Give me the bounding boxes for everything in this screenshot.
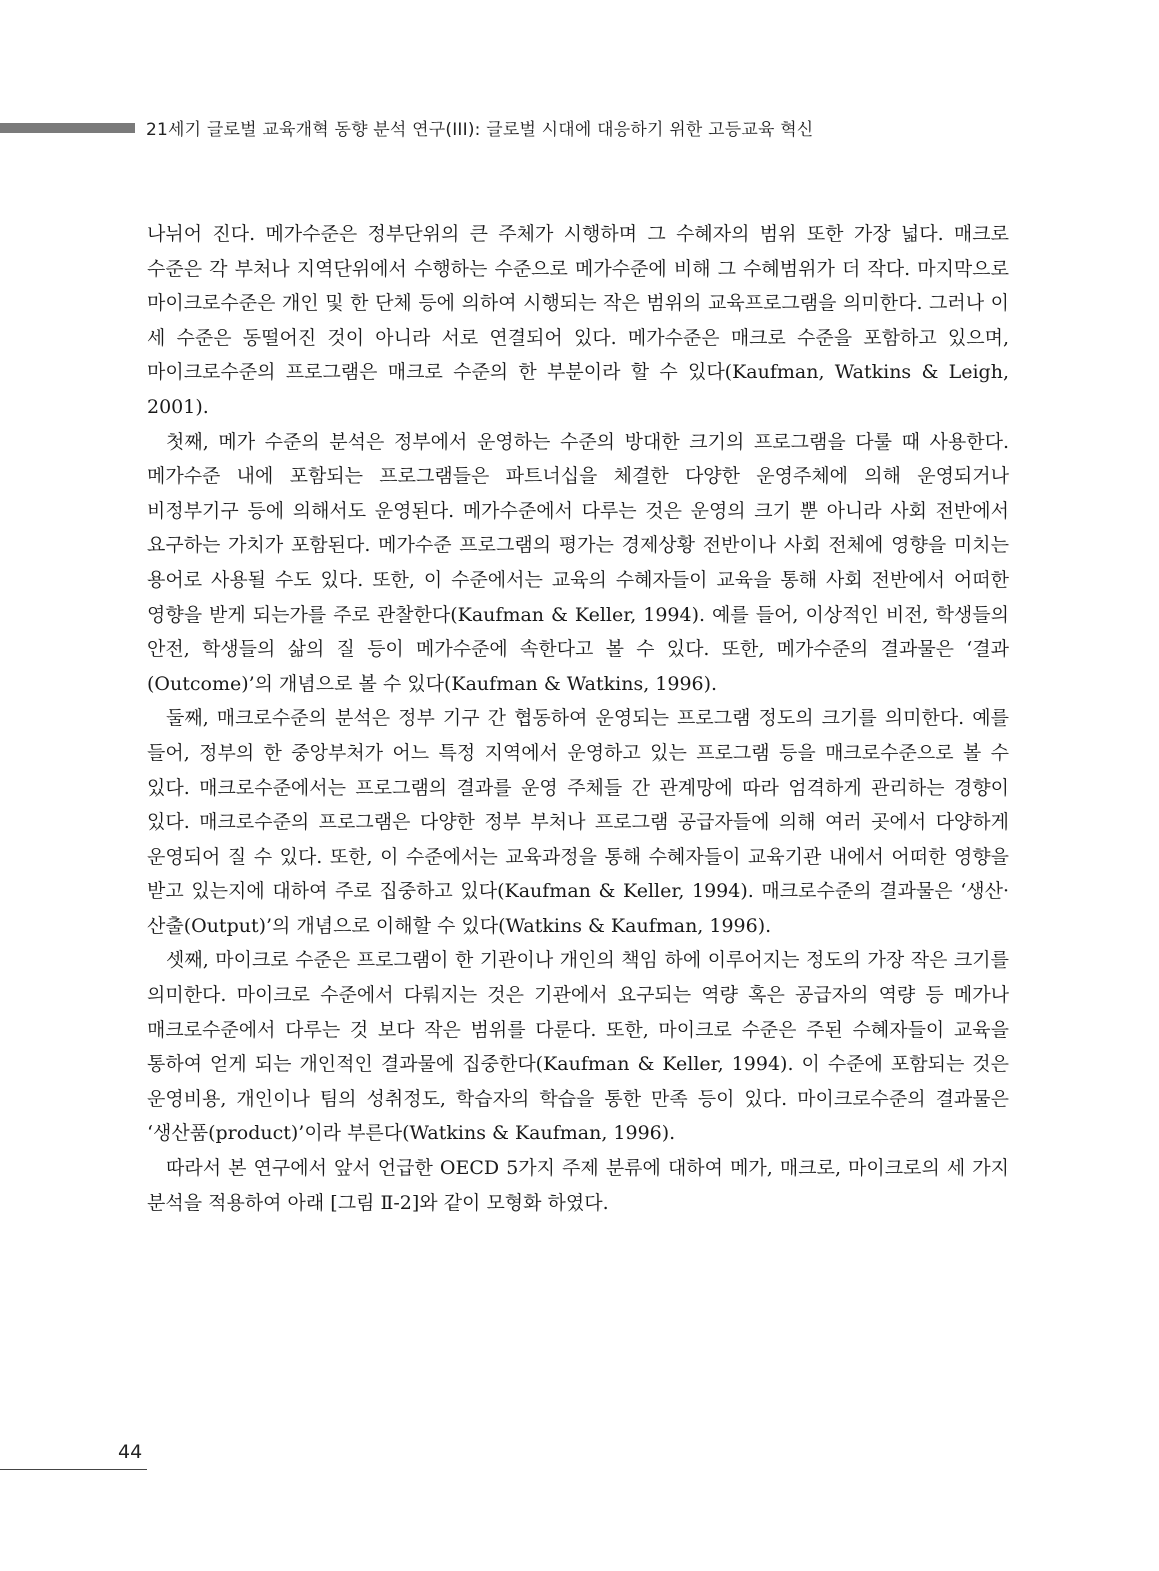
- running-header-title: 21세기 글로벌 교육개혁 동향 분석 연구(III): 글로벌 시대에 대응하기 위한 고등교육 혁신: [146, 120, 814, 140]
- header-accent-bar: [0, 123, 135, 133]
- paragraph-mega-level: 첫째, 메가 수준의 분석은 정부에서 운영하는 수준의 방대한 크기의 프로그램을 다룰 때 사용한다. 메가수준 내에 포함되는 프로그램들은 파트너십을 체결한 다양한 운영주체에 의해 운영되거나 비정부기구 등에 의해서도 운영된다. 메가수준에서 다루는 것은 운영의 크기 뿐 아니라 사회 전반에서 요구하는 가치가 포함된다. 메가수준 프로그램의 평가는 경제상황 전반이나 사회 전체에 영향을 미치는 용어로 사용될 수도 있다. 또한, 이 수준에서는 교육의 수혜자들이 교육을 통해 사회 전반에서 어떠한 영향을 받게 되는가를 주로 관찰한다(Kaufman & Keller, 1994). 예를 들어, 이상적인 비전, 학생들의 안전, 학생들의 삶의 질 등이 메가수준에 속한다고 볼 수 있다. 또한, 메가수준의 결과물은 ‘결과(Outcome)’의 개념으로 볼 수 있다(Kaufman & Watkins, 1996).: [147, 430, 1009, 695]
- paragraph-intro-continued: 나뉘어 진다. 메가수준은 정부단위의 큰 주체가 시행하며 그 수혜자의 범위 또한 가장 넓다. 매크로 수준은 각 부처나 지역단위에서 수행하는 수준으로 메가수준에 비해 그 수혜범위가 더 작다. 마지막으로 마이크로수준은 개인 및 한 단체 등에 의하여 시행되는 작은 범위의 교육프로그램을 의미한다. 그러나 이 세 수준은 동떨어진 것이 아니라 서로 연결되어 있다. 메가수준은 매크로 수준을 포함하고 있으며, 마이크로수준의 프로그램은 매크로 수준의 한 부분이라 할 수 있다(Kaufman, Watkins & Leigh, 2001).: [147, 223, 1009, 418]
- footer-rule: [0, 1469, 147, 1470]
- body-text: [147, 217, 1009, 1220]
- paragraph-model-summary: 따라서 본 연구에서 앞서 언급한 OECD 5가지 주제 분류에 대하여 메가, 매크로, 마이크로의 세 가지 분석을 적용하여 아래 [그림 Ⅱ-2]와 같이 모형화 하였다.: [147, 1157, 1009, 1214]
- page-number: 44: [118, 1441, 143, 1463]
- paragraph-macro-level: 둘째, 매크로수준의 분석은 정부 기구 간 협동하여 운영되는 프로그램 정도의 크기를 의미한다. 예를 들어, 정부의 한 중앙부처가 어느 특정 지역에서 운영하고 있는 프로그램 등을 매크로수준으로 볼 수 있다. 매크로수준에서는 프로그램의 결과를 운영 주체들 간 관계망에 따라 엄격하게 관리하는 경향이 있다. 매크로수준의 프로그램은 다양한 정부 부처나 프로그램 공급자들에 의해 여러 곳에서 다양하게 운영되어 질 수 있다. 또한, 이 수준에서는 교육과정을 통해 수혜자들이 교육기관 내에서 어떠한 영향을 받고 있는지에 대하여 주로 집중하고 있다(Kaufman & Keller, 1994). 매크로수준의 결과물은 ‘생산·산출(Output)’의 개념으로 이해할 수 있다(Watkins & Kaufman, 1996).: [147, 707, 1009, 937]
- paragraph-micro-level: 셋째, 마이크로 수준은 프로그램이 한 기관이나 개인의 책임 하에 이루어지는 정도의 가장 작은 크기를 의미한다. 마이크로 수준에서 다뤄지는 것은 기관에서 요구되는 역량 혹은 공급자의 역량 등 메가나 매크로수준에서 다루는 것 보다 작은 범위를 다룬다. 또한, 마이크로 수준은 주된 수혜자들이 교육을 통하여 얻게 되는 개인적인 결과물에 집중한다(Kaufman & Keller, 1994). 이 수준에 포함되는 것은 운영비용, 개인이나 팀의 성취정도, 학습자의 학습을 통한 만족 등이 있다. 마이크로수준의 결과물은 ‘생산품(product)’이라 부른다(Watkins & Kaufman, 1996).: [147, 949, 1009, 1145]
